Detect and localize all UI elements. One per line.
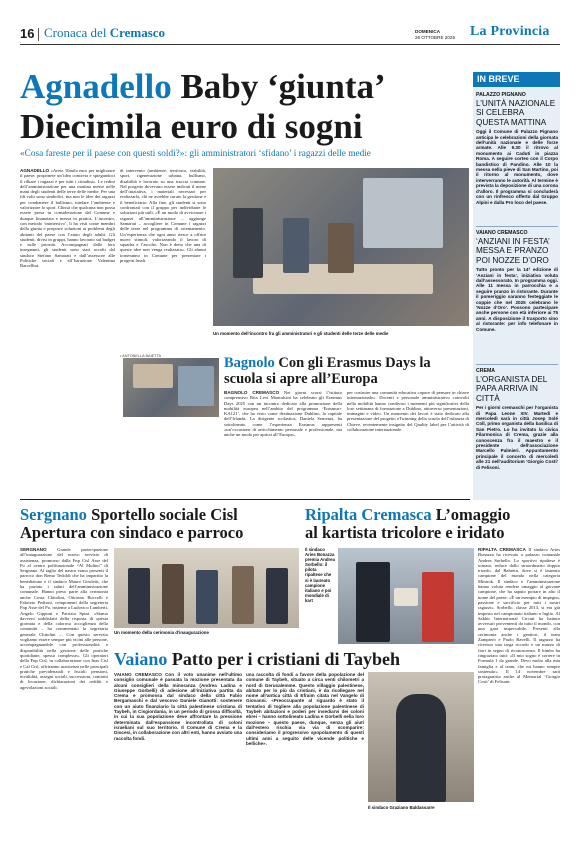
- sidebar-item-place: PALAZZO PIGNANO: [476, 92, 526, 98]
- photo-screen-shape: [178, 366, 214, 406]
- erasmus-headline: [224, 356, 469, 387]
- kart-kicker: Ripalta Cremasca: [305, 505, 432, 524]
- cisl-photo-caption: Un momento della cerimonia d’inaugurazione: [114, 630, 209, 635]
- erasmus-body-col2: per costruire una comunità educativa capace di pensare in chiave internazionale». Docenti e personale amministrativo coinvolti nella mobilità hanno condiviso i momenti più significativi della loro settimana di formazione a Dublino, attraverso presentazioni, immagini e video. Un momento dei lavori è stato dedicato alla presentazione del progetto eTwinning della scuola dell’infanzia di Chieve, recentemente insignito del Quality label per l’attività di collaborazione internazionale.: [347, 390, 469, 433]
- sidebar-item: [476, 92, 558, 212]
- sidebar-item-place: VAIANO CREMASCO: [476, 230, 528, 236]
- sidebar-item-title: L’ORGANISTA DEL PAPA ARRIVA IN CITTÀ: [476, 375, 547, 403]
- section-prefix: Cronaca del: [44, 25, 107, 40]
- sidebar-divider: [476, 226, 558, 227]
- erasmus-article-col1: [224, 390, 342, 495]
- cisl-dateline: SERGNANO: [20, 547, 47, 552]
- issue-date: 26 OTTOBRE 2025: [415, 35, 456, 40]
- erasmus-photo: [123, 358, 219, 417]
- kart-headline-line1: [305, 506, 560, 524]
- kart-photo-caption: Il sindaco Aries Bonazza premia Andrea Sorbello: il pilota ripaltese che si è laureato campione italiano e poi mondiale di kart: [305, 547, 335, 603]
- photo-figure-shape: [233, 208, 263, 278]
- photo-figure-shape: [396, 694, 446, 802]
- taybeh-article-col2: [246, 672, 364, 817]
- header-rule: [20, 44, 560, 45]
- main-photo: [213, 168, 469, 326]
- masthead-logo: La Provincia: [470, 24, 550, 39]
- sidebar-item: [476, 368, 558, 481]
- taybeh-body-col2: una raccolta di fondi a favore della popolazione del comune di Taybeh, situato a circa venti chilometri a nord di Gerusalemme. Questo villaggio palestinese, abitato per lo più da cristiani, è da ricollegare nel nome all’antica città di Efraim citata nel Vangelo di Giovanni. «Preoccupante al riguardo è stato il tentativo di togliere alla popolazione palestinese di Taybeh abitazioni e poderi per insediarvi dei coloni ebrei – hanno sottolineato Ladina e Gorbelli nella loro mozione – questo paese, dunque, senza gli aiuti dall’estero rischia via via di scomparire: consideriamo il progressivo spopolamento di questi ultimi anni a seguito delle vicende politiche e belliche».: [246, 672, 364, 746]
- taybeh-body-col1: Con il voto unanime nell’ultimo consiglio comunale è passata la mozione presentata da alcuni consiglieri della minoranza (Andrea Ladina e Giuseppe Gorbelli) di adesione all’iniziativa partita da Crema e promossa dal sindaco della città Fabio Bergamaschi e dal vescovo Daniele Gianotti: sostenere con un aiuto finanziario la città palestinese cristiana di Taybeh, in Cisgiordania, in un periodo di grossa difficoltà, in cui la sua popolazione deve affrontare la pressione determinata dall’espansione incontrollata di coloni israeliani sul suo territorio. Il Comune di Crema e la Diocesi, in collaborazione con altri enti, hanno avviato una raccolta fondi.: [114, 672, 242, 741]
- kart-title-l1: L’omaggio: [435, 505, 511, 524]
- sidebar-divider: [476, 364, 558, 365]
- taybeh-kicker: Vaiano: [114, 649, 168, 669]
- kart-headline: [305, 506, 560, 542]
- main-headline-line1: [20, 68, 470, 105]
- taybeh-article-col1: [114, 672, 242, 817]
- main-article-col2: [120, 168, 206, 353]
- photo-figure-shape: [196, 570, 218, 624]
- photo-figure-shape: [356, 562, 390, 642]
- kart-body: Il sindaco Aries Bonazza ha ricevuto a palazzo comunale Andrea Sorbello. Lo sportivo ripaltese è tornato, reduce dallo straordinario doppio trionfo, dal Bahrein, dove si è laureato campione del mondo nella categoria Minirok. Il sindaco e l’amministrazione hanno voluto rendere omaggio al giovane campione, che ha saputo portare in alto il nome del paese: «È un esempio di impegno, passione e sacrificio per tutti i nostri ragazzi». Sorbello, classe 2013, si era già imposto nel campionato italiano a luglio. Al Sakhir International Circuit ha battuto avversari provenienti da tutto il mondo, con una gara impeccabile. Presenti alla cerimonia anche i genitori, il team Zampiero e Paolo Ravelli. Il ragazzo ha ricevuto una targa ricordo e un mazzo di fiori in segno di riconoscenza. Il bimbo ha ringraziato tutti: «Il mio sogno è correre in Formula 1 da grande. Devo molto alla mia famiglia e al team, che mi hanno sempre sostenuto». Il 14 novembre sarà protagonista anche al Memorial ‘Giorgio Costi’ di Felisoni.: [478, 547, 560, 685]
- sidebar-item-place: CREMA: [476, 368, 496, 374]
- photo-figure-shape: [232, 566, 254, 624]
- erasmus-article-col2: [347, 390, 469, 495]
- page-number: 16: [20, 26, 35, 41]
- photo-figure-shape: [162, 564, 184, 624]
- main-byline: • ANTONELLA BAIETTA: [120, 354, 162, 358]
- photo-figure-shape: [422, 572, 454, 642]
- cisl-body: Grande partecipazione all’inaugurazione del nuovo servizio di assistenza, promosso dalla Fnp Cisl Asse del Po al centro polifunzionale “Al Mulino” di Sergnano. Al taglio del nastro erano presenti il parroco don Remo Tedoldi che ha impartito la benedizione e il sindaco Mauro Giroletti, che ha portato i saluti dell’amministrazione comunale. Hanno preso parte alla cerimonia anche Costa Chitolini, Ottorino Buccelli e Fabrizio Pedroni, componenti della segreteria Fnp Asse del Po, insieme a Ludovico Lamberti, Angelo Gipponi e Patrizia Spini. «Siamo davvero soddisfatti della risposta di questa giornata e della calorosa accoglienza della comunità – ha commentato la segretaria generale Chitolini –. Con questo servizio vogliamo essere sempre più vicini alle persone, accompagnandole con professionalità e disponibilità nella gestione delle pratiche quotidiane, spesso complesse». Gli operatori della Fnp Cisl, in collaborazione con Inas Cisl e Caf Cisl, offriranno assistenza nelle principali pratiche previdenziali e fiscali: pensioni, invalidità, assegni sociali, successioni, contratti di locazione, dichiarazioni dei redditi e agevolazioni sociali.: [20, 547, 108, 690]
- main-photo-caption: Un momento dell’incontro fra gli amministratori e gli studenti delle terze delle medie: [213, 331, 389, 336]
- cisl-title-l2: Apertura con sindaco e parroco: [20, 523, 244, 542]
- taybeh-dateline: VAIANO CREMASCO: [114, 672, 162, 677]
- kart-title-l2: al kartista tricolore e iridato: [305, 523, 505, 542]
- main-body-col1: «Avete 10mila euro per migliorare il paese: proponete un’idea concreta e spiegandoci il rilkare i ragazzi e per tutti i cittadini». Le redini dell’amministrazione per una mattina messe nelle mani degli studenti delle terze delle medie. Per una (di volti sono simbolici, ma non le idee dei ragazzi per combattere il bullismo, tutelare l’ambiente e valorizzare lo sport. Chissà che qualcuna non possa essere presa in considerazione dal Comune e dunque finanziata e messa in pratica. L’incontro, con metodo ‘immersivo’, li ha visti come membri della giunta e proporre soluzioni ai problemi degli abitanti del paese con l’aiuto degli adulti. Gli studenti, divisi in gruppi, hanno lavorato sul budget e sulle priorità. Accompagnati dalle loro insegnanti, gli studenti sono stati accolti dal sindaco Stefano Samarati e dall’assessore alle Politiche sociali e all’Istruzione Valentina Barcellini.: [20, 168, 115, 269]
- section-place: Cremasco: [109, 25, 166, 40]
- main-body-col2: di intervento (ambiente, territorio, viabilità, sport, rigenerazione urbana, bullismo, disabilità e lavorato su una traccia comune. Nel progetto dovevano essere indicati il nome dell’iniziativa, i materiali necessari per realizzarla, chi ne avrebbe curato la gestione e il beneficiario. Alla fine, gli studenti si sono confrontati con il gruppo per individuare le soluzioni più utili. «È un modo di avvicinare i ragazzi all’amministrazione – aggiunge Samarati – accogliere in Comune i ragazzi delle terze nel programma di orientamento. Un’esperienza che ogni anno riesce a offrire nuovi stimoli, valorizzando il lavoro di squadra e l’ascolto. Non è detto che una di queste idee non venga realizzata». Gli alunni torneranno in Comune per presentare i progetti finali.: [120, 168, 206, 264]
- erasmus-dateline: BAGNOLO CREMASCO: [224, 390, 280, 395]
- sidebar-banner: IN BREVE: [473, 72, 560, 87]
- photo-plaque-shape: [394, 588, 418, 606]
- sidebar-item-title: L’UNITÀ NAZIONALE SI CELEBRA QUESTA MATTINA: [476, 99, 556, 127]
- cisl-kicker: Sergnano: [20, 505, 87, 524]
- sidebar-item-body: Tutto pronto per la 14ª edizione di ‘Anziani in festa’, iniziativa voluta dall’assessorato. In programma oggi. Alle 11 messa in parrocchia e a seguire pranzo in ristorante. Durante il pomeriggio saranno festeggiate le coppie che nel 2025 celebrano le ‘Nozze d’Oro’. Possono partecipare anche persone con età inferiore ai 75 anni. A disposizione il trasporto sino al ristorante: per info telefonare in Comune.: [476, 267, 558, 332]
- taybeh-title: Patto per i cristiani di Taybeh: [171, 649, 401, 669]
- cisl-headline: [20, 506, 300, 542]
- photo-figure-shape: [283, 218, 309, 273]
- taybeh-photo: [368, 672, 474, 802]
- photo-figure-shape: [328, 223, 354, 273]
- erasmus-title: Con gli Erasmus Days la scuola si apre all’Europa: [224, 355, 431, 387]
- cisl-title-l1: Sportello sociale Cisl: [91, 505, 238, 524]
- main-headline-line2: Diecimila euro di sogni: [20, 107, 363, 146]
- main-article-col1: [20, 168, 115, 362]
- kart-dateline: RIPALTA CREMASCA: [478, 547, 526, 552]
- sidebar-item-body: Per i giorni cremaschi per l’organista di Papa Leone XIV. Martedì e mercoledì sarà in città Josep Solé Coll, primo organista della basilica di San Pietro. Lo ha invitato la civica Filarmonica di Crema, grazie alla conoscenza fra il maestro e il presidente dell’associazione Marcello Palmieri. Appuntamento principale il concerto di mercoledì alle 21 nell’auditorium ‘Giorgio Costi’ di Felisoni.: [476, 405, 558, 470]
- photo-figure-shape: [128, 568, 150, 624]
- photo-screen-shape: [133, 364, 173, 388]
- photo-figure-shape: [266, 568, 288, 624]
- sidebar-item-body: Oggi il Comune di Palazzo Pignano anticipa le celebrazioni della giornata dell’unità nazionale e delle forze armate. Alle 9.30 il ritrovo al monumento ai Caduti in piazza Roma. A seguire corteo con il Corpo bandistico di Pandino. Alle 10 la messa nella pieve di San Martino, poi il ritorno al monumento, dove interverranno le autorità. Al termine è prevista la deposizione di una corona d’alloro. Il programma si concluderà con un rinfresco offerto dal Gruppo Alpini e dalla Pro loco del paese.: [476, 129, 558, 205]
- kart-article: [478, 547, 560, 819]
- header-separator: [38, 28, 39, 41]
- main-dateline: AGNADELLO: [20, 168, 50, 173]
- sidebar-item-title: ‘ANZIANI IN FESTA’ MESSA E PRANZO POI NOZZE D’ORO: [476, 237, 550, 265]
- taybeh-photo-caption: Il sindaco Graziano Baldassarre: [368, 805, 435, 810]
- taybeh-headline: [114, 649, 474, 669]
- main-title-rest: Baby ‘giunta’: [180, 67, 386, 106]
- cisl-article: [20, 547, 108, 817]
- erasmus-body-col1: Nei giorni scorsi l’istituto comprensivo Rita Levi Montalcini ha celebrato gli Erasmus Days 2025 con un incontro dedicato alla promozione della mobilità europea nell’ambito del programma ‘Erasmus+ KA121’, che ha visto come destinazione Dublino, la capitale dell’Irlanda. La dirigente scolastica, Daniela Semenzi, ha sottolineato come l’esperienza Erasmus rappresenti «un’occasione di arricchimento personale e professionale, ma anche un modo per aprirsi all’Europa».: [224, 390, 342, 438]
- cisl-photo: [114, 548, 299, 628]
- issue-day: DOMENICA: [415, 29, 441, 34]
- erasmus-kicker: Bagnolo: [224, 355, 275, 371]
- sidebar-item: [476, 230, 558, 339]
- section-title: [44, 25, 165, 41]
- cisl-headline-line1: [20, 506, 300, 524]
- photo-window-shape: [363, 178, 443, 248]
- section-divider: [20, 499, 470, 500]
- kart-photo: [338, 548, 474, 644]
- main-kicker: Agnadello: [20, 67, 172, 106]
- main-subtitle: «Cosa fareste per il paese con questi soldi?»: gli amministratori ‘sfidano’ i ragazzi delle medie: [20, 149, 371, 159]
